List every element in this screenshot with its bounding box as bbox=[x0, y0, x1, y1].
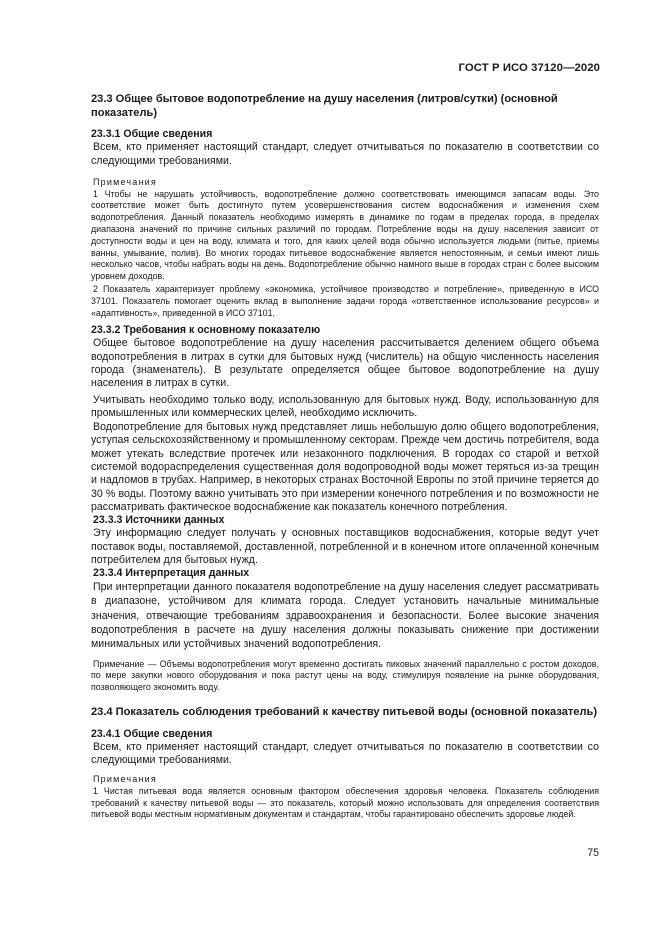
subsection-23-3-4-title: 23.3.4 Интерпретация данных bbox=[93, 567, 250, 580]
subsection-23-4-1-text: Всем, кто применяет настоящий стандарт, следует отчитываться по показателю в соответствии со следующими требованиями. bbox=[91, 740, 599, 766]
section-23-3-title: 23.3 Общее бытовое водопотребление на душу населения (литров/сутки) (основной показатель) bbox=[91, 93, 558, 119]
subsection-23-3-2-paragraph-2: Учитывать необходимо только воду, использованную для бытовых нужд. Воду, использованную для промышленных или коммерческих целей, необходимо исключить. bbox=[91, 393, 599, 419]
page-number: 75 bbox=[587, 847, 599, 859]
section-23-4-title: 23.4 Показатель соблюдения требований к качеству питьевой воды (основной показатель) bbox=[91, 705, 598, 718]
page-content bbox=[91, 93, 599, 821]
standard-header: ГОСТ Р ИСО 37120—2020 bbox=[458, 62, 600, 74]
subsection-23-3-2-paragraph-1: Общее бытовое водопотребление на душу населения рассчитывается делением общего объема водопотребления в литрах в сутки для бытовых нужд (числитель) на общую численность населения города (знаменатель). В результате определяется общее бытовое водопотребление на душу населения в литрах в сутки. bbox=[91, 337, 599, 390]
subsection-23-4-1-title: 23.4.1 Общие сведения bbox=[91, 727, 213, 740]
subsection-23-3-4-text: При интерпретации данного показателя водопотребление на душу населения следует рассматривать в диапазоне, устойчивом для климата города. Следует установить начальные минимальные значения, отвечающие требованиям здравоохранения и безопасности. Более высокие значения водопотребления в расчете на душу населения должны показывать снижение при достижении минимальных или устойчивых значений водопотребления. bbox=[91, 581, 599, 651]
subsection-23-3-3-text: Эту информацию следует получать у основных поставщиков водоснабжения, которые ведут учет поставок воды, поставляемой, доставленной, потребленной и в конечном итоге оплаченной конечным потребителем для бытовых нужд. bbox=[91, 527, 599, 566]
notes-heading: Примечания bbox=[93, 177, 157, 187]
subsection-23-3-3-title: 23.3.3 Источники данных bbox=[93, 514, 225, 527]
subsection-23-3-1-text: Всем, кто применяет настоящий стандарт, следует отчитываться по показателю в соответствии со следующими требованиями. bbox=[91, 141, 599, 167]
note-single: Примечание — Объемы водопотребления могут временно достигать пиковых значений параллельно с ростом доходов, по мере закупки нового оборудования и пока растут цены на воду, стимулируя появление на рынке оборудования, позволяющего экономить воду. bbox=[91, 658, 599, 693]
note-1: 1 Чтобы не нарушать устойчивость, водопотребление должно соответствовать имеющимся запасам воды. Это соответствие может быть достигнуто путем усовершенствования систем водоснабжения и изменения схем водопотребления. Данный показатель необходимо измерять в динамике по годам в пределах города, в пределах диапазона значений по причине сильных различий по городам. Потребление воды на душу населения зависит от доступности воды и цен на воду, климата и того, для каких целей вода обычно используется людьми (питье, приемы ванны, умывание, полив). Во многих городах питьевое водоснабжение является непостоянным, и семьи имеют лишь несколько часов, чтобы набрать воды на день. Водопотребление обычно намного выше в городах стран с более высоким уровнем доходов. bbox=[91, 188, 599, 282]
notes-heading-2: Примечания bbox=[93, 774, 157, 785]
subsection-23-3-1-title: 23.3.1 Общие сведения bbox=[91, 128, 213, 141]
note-23-4-1: 1 Чистая питьевая вода является основным фактором обеспечения здоровья человека. Показатель соблюдения требований к качеству питьевой воды — это показатель, который можно использовать для определения соответствия питьевой воды местным нормативным документам и стандартам, чтобы гарантировано обеспечить здоровье людей. bbox=[91, 785, 599, 820]
subsection-23-3-2-title: 23.3.2 Требования к основному показателю bbox=[91, 324, 321, 337]
subsection-23-3-2-paragraph-3: Водопотребление для бытовых нужд представляет лишь небольшую долю общего водопотребления, уступая сельскохозяйственному и промышленному секторам. Прежде чем достичь потребителя, вода может утекать вследствие протечек или незаконного подключения. В городах со старой и ветхой системой водораспределения существенная доля водопроводной воды может теряться из-за трещин и надломов в трубах. Например, в некоторых странах Восточной Европы по этой причине теряется до 30 % воды. Поэтому важно учитывать это при измерении конечного потребления и по возможности не рассматривать фактическое водоснабжение как показатель конечного потребления. bbox=[91, 421, 599, 513]
note-2: 2 Показатель характеризует проблему «экономика, устойчивое производство и потребление», приведенную в ИСО 37101. Показатель помогает оценить вклад в выполнение задачи города «ответственное использование ресурсов» и «адаптивность», приведенной в ИСО 37101. bbox=[91, 283, 599, 318]
